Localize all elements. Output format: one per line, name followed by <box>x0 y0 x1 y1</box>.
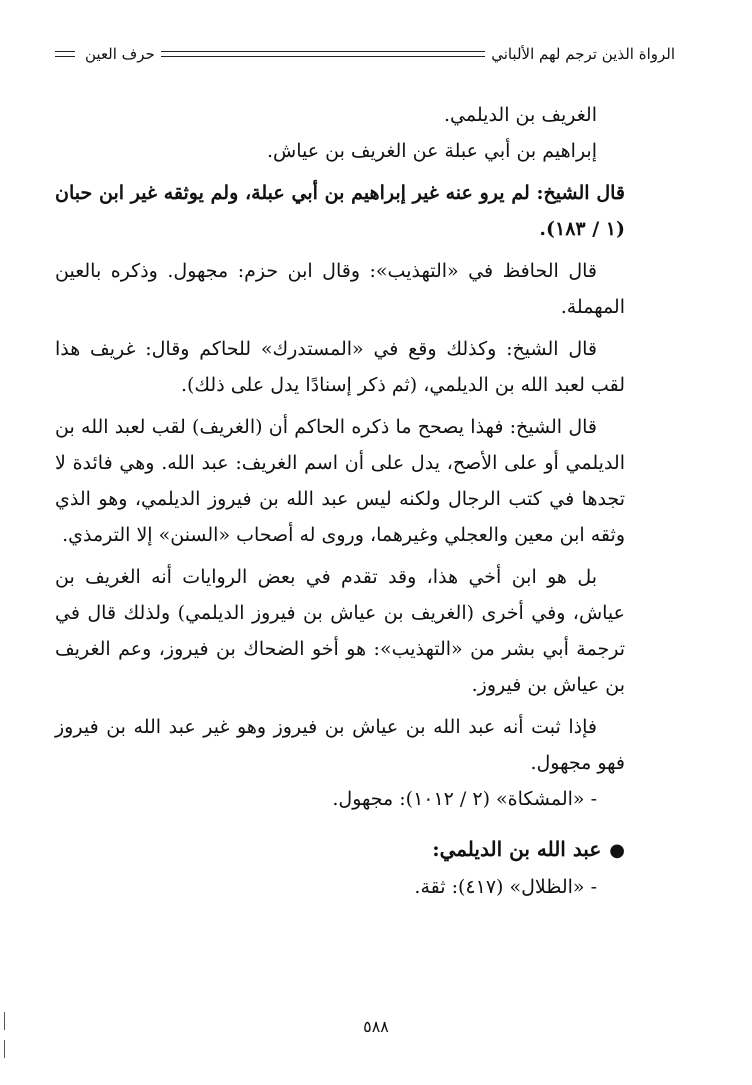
paragraph-name: الغريف بن الديلمي. <box>444 104 597 126</box>
header-end-mark <box>55 51 75 57</box>
paragraph-mustadrak: قال الشيخ: وكذلك وقع في «المستدرك» للحاكم وقال: غريف هذا لقب لعبد الله بن الديلمي، (ثم ذكر إسنادًا يدل على ذلك). <box>55 338 625 396</box>
page-number: ٥٨٨ <box>363 1017 389 1036</box>
paragraph-sheikh-verdict: قال الشيخ: لم يرو عنه غير إبراهيم بن أبي عبلة، ولم يوثقه غير ابن حبان (١ / ١٨٣). <box>55 182 625 240</box>
paragraph-chain: إبراهيم بن أبي عبلة عن الغريف بن عياش. <box>266 140 597 162</box>
paragraph-conclusion: فإذا ثبت أنه عبد الله بن عياش بن فيروز وهو غير عبد الله بن فيروز فهو مجهول. <box>55 716 625 774</box>
running-header <box>55 40 675 68</box>
header-title: الرواة الذين ترجم لهم الألباني <box>491 45 675 63</box>
bullet-icon: ● <box>609 840 625 861</box>
entry-heading <box>55 831 625 869</box>
header-double-rule <box>161 51 485 57</box>
reference-mishkat: - «المشكاة» (٢ / ١٠١٢): مجهول. <box>332 788 597 810</box>
paragraph-analysis: قال الشيخ: فهذا يصحح ما ذكره الحاكم أن (الغريف) لقب لعبد الله بن الديلمي أو على الأصح، يدل على أن اسم الغريف: عبد الله. وهي فائدة لا تجدها في كتب الرجال ولكنه ليس عبد الله بن فيروز الديلمي، وهو الذي وثقه ابن معين والعجلي وغيرهما، وروى له أصحاب «السنن» إلا الترمذي. <box>55 416 625 546</box>
paragraph-hafiz-quote: قال الحافظ في «التهذيب»: وقال ابن حزم: مجهول. وذكره بالعين المهملة. <box>55 260 625 318</box>
margin-tick-mark <box>4 1012 5 1030</box>
paragraph-nephew: بل هو ابن أخي هذا، وقد تقدم في بعض الروايات أنه الغريف بن عياش، وفي أخرى (الغريف بن عياش بن فيروز الديلمي) ولذلك قال في ترجمة أبي بشر من «التهذيب»: هو أخو الضحاك بن فيروز، وعم الغريف بن عياش بن فيروز. <box>55 566 625 696</box>
reference-zilal: - «الظلال» (٤١٧): ثقة. <box>414 876 597 898</box>
header-section: حرف العين <box>85 45 155 63</box>
entry-heading-text: عبد الله بن الديلمي: <box>432 837 602 861</box>
margin-tick-mark <box>4 1040 5 1058</box>
page-body <box>55 97 625 905</box>
